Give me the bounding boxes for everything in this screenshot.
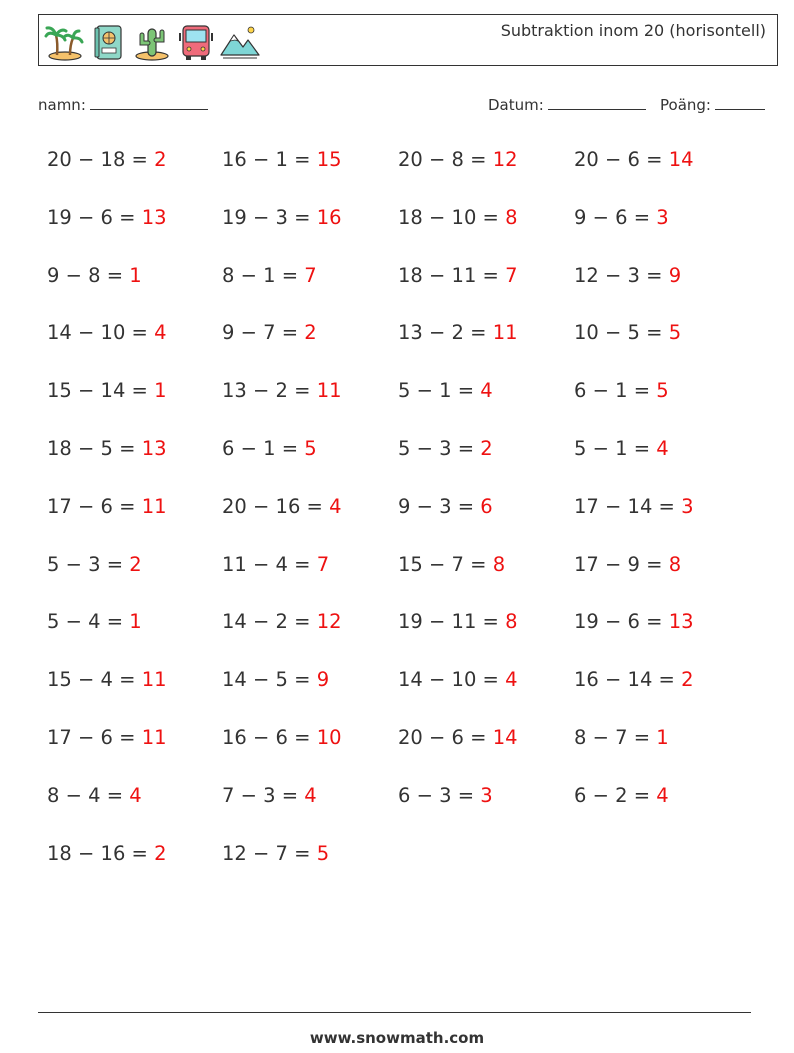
problem-item [398,206,518,230]
problem-item [222,610,342,634]
problem-expression: 5 − 1 = [574,437,657,460]
problem-answer: 2 [154,148,167,171]
problem-answer: 6 [480,495,493,518]
problem-answer: 5 [304,437,317,460]
date-line[interactable] [548,93,646,110]
problem-expression: 9 − 6 = [574,206,657,229]
mountains-icon [219,21,261,63]
problem-expression: 19 − 6 = [574,610,669,633]
problem-item [574,321,681,345]
problem-answer: 11 [316,379,342,402]
problem-answer: 7 [316,553,330,576]
problem-item [574,206,669,230]
problem-answer: 11 [141,495,167,518]
problem-item [222,437,317,461]
problem-item [574,784,669,808]
problem-expression: 6 − 3 = [398,784,481,807]
passport-icon [87,21,129,63]
problem-item [574,610,694,634]
problem-expression: 17 − 6 = [47,495,142,518]
problem-answer: 1 [154,379,167,402]
problem-item [222,379,342,403]
problem-answer: 15 [316,148,342,171]
problem-expression: 7 − 3 = [222,784,305,807]
problem-answer: 12 [492,148,518,171]
header-box [38,14,778,66]
problem-expression: 6 − 1 = [574,379,657,402]
problem-expression: 20 − 6 = [574,148,669,171]
problem-expression: 11 − 4 = [222,553,317,576]
problem-expression: 18 − 5 = [47,437,142,460]
problem-expression: 8 − 1 = [222,264,305,287]
problem-answer: 1 [129,264,142,287]
problem-answer: 13 [141,437,167,460]
problem-answer: 4 [656,437,669,460]
problem-item [398,784,493,808]
problem-answer: 12 [316,610,342,633]
problem-item [47,726,167,750]
problem-answer: 3 [480,784,493,807]
problem-expression: 20 − 8 = [398,148,493,171]
footer-url: www.snowmath.com [309,1029,485,1047]
problem-item [398,726,518,750]
problem-answer: 2 [681,668,694,691]
problem-item [222,842,329,866]
problem-expression: 20 − 18 = [47,148,155,171]
bus-icon [175,21,217,63]
problem-answer: 8 [668,553,682,576]
problem-answer: 9 [668,264,682,287]
problem-expression: 16 − 1 = [222,148,317,171]
problem-expression: 19 − 3 = [222,206,317,229]
problem-item [398,553,505,577]
problem-answer: 8 [505,610,518,633]
problem-expression: 18 − 11 = [398,264,506,287]
problem-expression: 16 − 6 = [222,726,317,749]
problem-answer: 11 [141,726,167,749]
problem-answer: 4 [329,495,342,518]
problem-answer: 11 [492,321,518,344]
problem-item [222,206,342,230]
problem-expression: 5 − 1 = [398,379,481,402]
problem-answer: 4 [505,668,518,691]
problem-item [398,437,493,461]
problem-answer: 16 [316,206,342,229]
problem-item [47,379,167,403]
problem-expression: 6 − 2 = [574,784,657,807]
problem-expression: 14 − 2 = [222,610,317,633]
name-label: namn: [38,96,86,114]
problem-expression: 20 − 6 = [398,726,493,749]
problem-answer: 1 [656,726,669,749]
problem-expression: 15 − 14 = [47,379,155,402]
problem-item [222,553,329,577]
problem-expression: 15 − 7 = [398,553,493,576]
problem-answer: 5 [668,321,682,344]
problem-item [47,264,142,288]
problem-item [574,495,694,519]
problem-expression: 9 − 8 = [47,264,130,287]
problem-item [222,668,329,692]
worksheet-title: Subtraktion inom 20 (horisontell) [500,21,766,40]
problem-expression: 5 − 3 = [398,437,481,460]
problem-expression: 9 − 7 = [222,321,305,344]
problem-expression: 17 − 9 = [574,553,669,576]
problem-item [398,264,518,288]
problem-expression: 5 − 3 = [47,553,130,576]
problem-expression: 12 − 7 = [222,842,317,865]
problem-expression: 13 − 2 = [222,379,317,402]
problem-expression: 16 − 14 = [574,668,682,691]
problem-expression: 8 − 7 = [574,726,657,749]
problem-answer: 1 [129,610,142,633]
problem-item [47,495,167,519]
problem-item [222,264,317,288]
problem-answer: 5 [316,842,330,865]
problem-item [47,321,167,345]
problem-expression: 18 − 16 = [47,842,155,865]
problem-answer: 2 [129,553,142,576]
problem-item [574,553,681,577]
problem-item [398,668,518,692]
problem-answer: 9 [316,668,330,691]
problem-expression: 13 − 2 = [398,321,493,344]
problem-expression: 6 − 1 = [222,437,305,460]
problem-item [47,784,142,808]
problem-answer: 4 [129,784,142,807]
problem-expression: 19 − 6 = [47,206,142,229]
problem-answer: 14 [668,148,694,171]
problem-item [398,610,518,634]
problem-answer: 8 [492,553,506,576]
problem-answer: 5 [656,379,669,402]
problem-answer: 7 [505,264,518,287]
problem-answer: 4 [304,784,317,807]
problem-item [47,610,142,634]
problem-answer: 8 [505,206,518,229]
name-field [38,93,208,114]
problem-answer: 4 [480,379,493,402]
footer-divider [38,1012,751,1013]
palm-trees-icon [43,21,85,63]
problem-expression: 14 − 10 = [47,321,155,344]
problem-item [574,264,681,288]
problem-answer: 11 [141,668,167,691]
problem-answer: 14 [492,726,518,749]
problem-item [222,495,342,519]
problem-item [574,668,694,692]
problem-expression: 17 − 6 = [47,726,142,749]
problem-item [574,437,669,461]
problem-answer: 2 [480,437,493,460]
problem-item [222,148,342,172]
problem-answer: 13 [141,206,167,229]
problem-item [222,726,342,750]
problem-item [574,148,694,172]
problem-item [398,379,493,403]
problem-expression: 14 − 5 = [222,668,317,691]
problem-expression: 19 − 11 = [398,610,506,633]
problem-item [47,842,167,866]
problem-item [398,148,518,172]
problem-item [398,321,518,345]
date-field [488,93,646,114]
problem-expression: 12 − 3 = [574,264,669,287]
problem-item [398,495,493,519]
problem-item [47,668,167,692]
problem-answer: 2 [304,321,317,344]
problem-answer: 13 [668,610,694,633]
problem-expression: 9 − 3 = [398,495,481,518]
problem-expression: 14 − 10 = [398,668,506,691]
problem-answer: 10 [316,726,342,749]
problem-answer: 2 [154,842,167,865]
score-field [660,93,765,114]
name-line[interactable] [90,93,208,110]
cactus-icon [131,21,173,63]
icon-strip [43,20,263,64]
date-label: Datum: [488,96,544,114]
problem-answer: 3 [656,206,669,229]
problem-answer: 4 [656,784,669,807]
problem-expression: 8 − 4 = [47,784,130,807]
problem-item [47,437,167,461]
problem-item [222,321,317,345]
problem-expression: 20 − 16 = [222,495,330,518]
problem-item [222,784,317,808]
problem-expression: 17 − 14 = [574,495,682,518]
problem-answer: 7 [304,264,317,287]
problem-answer: 4 [154,321,167,344]
problem-item [47,206,167,230]
problem-expression: 18 − 10 = [398,206,506,229]
score-line[interactable] [715,93,765,110]
problem-item [574,379,669,403]
problem-item [574,726,669,750]
score-label: Poäng: [660,96,711,114]
problem-item [47,553,142,577]
problem-expression: 10 − 5 = [574,321,669,344]
problem-answer: 3 [681,495,694,518]
problem-item [47,148,167,172]
problem-expression: 15 − 4 = [47,668,142,691]
problem-expression: 5 − 4 = [47,610,130,633]
